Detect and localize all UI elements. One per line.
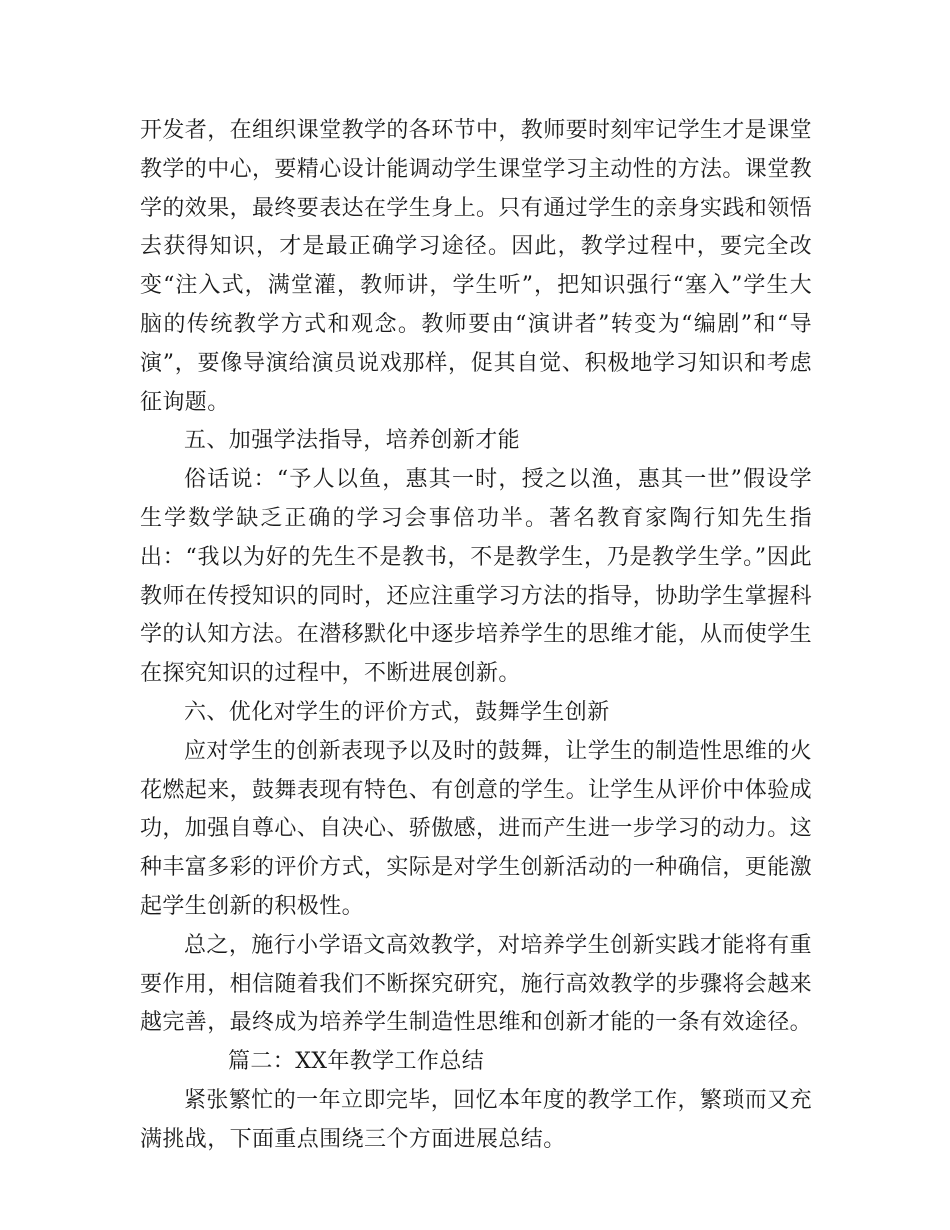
body-paragraph-continuation: 开发者，在组织课堂教学的各环节中，教师要时刻牢记学生才是课堂教学的中心，要精心设计能调动学生课堂学习主动性的方法。课堂教学的效果，最终要表达在学生身上。只有通过学生的亲身实践和领悟去获得知识，才是最正确学习途径。因此，教学过程中，要完全改变“注入式，满堂灌，教师讲，学生听”，把知识强行“塞入”学生大脑的传统教学方式和观念。教师要由“演讲者”转变为“编剧”和“导演”，要像导演给演员说戏那样，促其自觉、积极地学习知识和考虑征询题。	[140, 118, 813, 415]
body-paragraph: 应对学生的创新表现予以及时的鼓舞，让学生的制造性思维的火花燃起来，鼓舞表现有特色、有创意的学生。让学生从评价中体验成功，加强自尊心、自决心、骄傲感，进而产生进一步学习的动力。这种丰富多彩的评价方式，实际是对学生创新活动的一种确信，更能激起学生创新的积极性。	[140, 738, 813, 919]
body-paragraph: 俗话说：“予人以鱼，惠其一时，授之以渔，惠其一世”假设学生学数学缺乏正确的学习会事倍功半。著名教育家陶行知先生指出：“我以为好的先生不是教书，不是教学生，乃是教学生学。”因此教师在传授知识的同时，还应注重学习方法的指导，协助学生掌握科学的认知方法。在潜移默化中逐步培养学生的思维才能，从而使学生在探究知识的过程中，不断进展创新。	[140, 467, 813, 687]
body-paragraph-conclusion: 总之，施行小学语文高效教学，对培养学生创新实践才能将有重要作用，相信随着我们不断探究研究，施行高效教学的步骤将会越来越完善，最终成为培养学生制造性思维和创新才能的一条有效途径。	[140, 932, 813, 1036]
body-paragraph: 紧张繁忙的一年立即完毕，回忆本年度的教学工作，繁琐而又充满挑战，下面重点围绕三个方面进展总结。	[140, 1087, 812, 1152]
article-subtitle: 篇二：XX年教学工作总结	[228, 1049, 485, 1075]
section-heading-6: 六、优化对学生的评价方式，鼓舞学生创新	[184, 699, 610, 725]
section-heading-5: 五、加强学法指导，培养创新才能	[184, 428, 521, 454]
document-body	[140, 112, 812, 1160]
